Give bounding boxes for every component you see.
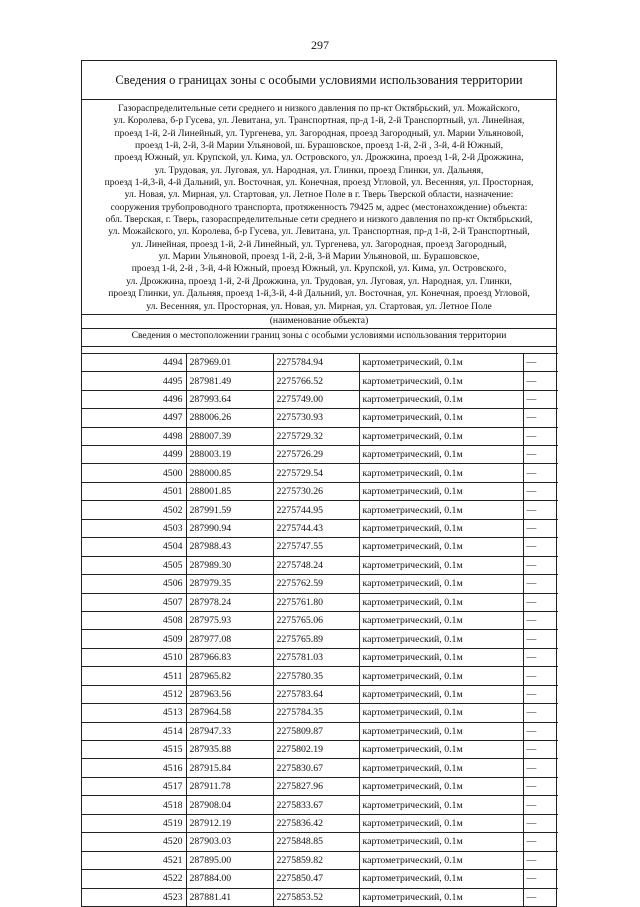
y-coordinate-cell: 2275780.35 — [273, 667, 359, 685]
description-line: ул. Новая, ул. Мирная, ул. Стартовая, ул. Летное Поле в г. Тверь Тверской области, назначение: — [124, 189, 514, 201]
description-line: ул. Линейная, проезд 1-й, 2-й Линейный, ул. Тургенева, ул. Загородная, проезд Загородный, — [131, 238, 507, 250]
method-cell: картометрический, 0.1м — [359, 888, 523, 906]
x-coordinate-cell: 287895.00 — [186, 851, 273, 869]
x-coordinate-cell: 288003.19 — [186, 446, 273, 464]
point-number-cell: 4498 — [82, 427, 186, 445]
x-coordinate-cell: 287911.78 — [186, 777, 273, 795]
x-coordinate-cell: 287884.00 — [186, 870, 273, 888]
precision-note-cell: — — [523, 814, 558, 832]
x-coordinate-cell: 287975.93 — [186, 611, 273, 629]
y-coordinate-cell: 2275783.64 — [273, 685, 359, 703]
precision-note-cell: — — [523, 353, 558, 371]
precision-note-cell: — — [523, 888, 558, 906]
y-coordinate-cell: 2275744.95 — [273, 501, 359, 519]
table-row — [82, 630, 558, 648]
point-number-cell: 4521 — [82, 851, 186, 869]
method-cell: картометрический, 0.1м — [359, 446, 523, 464]
method-cell: картометрический, 0.1м — [359, 519, 523, 537]
point-number-cell: 4501 — [82, 482, 186, 500]
description-line: сооружения трубопроводного транспорта, протяженность 79425 м, адрес (местонахождение) объекта: — [110, 201, 528, 213]
x-coordinate-cell: 288001.85 — [186, 482, 273, 500]
precision-note-cell: — — [523, 777, 558, 795]
precision-note-cell: — — [523, 630, 558, 648]
point-number-cell: 4518 — [82, 796, 186, 814]
table-row — [82, 704, 558, 722]
description-line: проезд Глинки, ул. Дальняя, проезд 1-й,3-й, 4-й Дальний, ул. Восточная, ул. Конечная, проезд Угловой, — [108, 288, 530, 300]
y-coordinate-cell: 2275762.59 — [273, 575, 359, 593]
y-coordinate-cell: 2275853.52 — [273, 888, 359, 906]
table-row — [82, 556, 558, 574]
x-coordinate-cell: 287981.49 — [186, 372, 273, 390]
y-coordinate-cell: 2275726.29 — [273, 446, 359, 464]
table-row — [82, 833, 558, 851]
x-coordinate-cell: 287989.30 — [186, 556, 273, 574]
table-row — [82, 685, 558, 703]
y-coordinate-cell: 2275836.42 — [273, 814, 359, 832]
point-number-cell: 4496 — [82, 390, 186, 408]
table-row — [82, 501, 558, 519]
point-number-cell: 4507 — [82, 593, 186, 611]
point-number-cell: 4522 — [82, 870, 186, 888]
y-coordinate-cell: 2275781.03 — [273, 648, 359, 666]
precision-note-cell: — — [523, 372, 558, 390]
y-coordinate-cell: 2275761.80 — [273, 593, 359, 611]
method-cell: картометрический, 0.1м — [359, 667, 523, 685]
x-coordinate-cell: 287977.08 — [186, 630, 273, 648]
table-row — [82, 482, 558, 500]
y-coordinate-cell: 2275729.32 — [273, 427, 359, 445]
section-title — [82, 61, 556, 100]
point-number-cell: 4499 — [82, 446, 186, 464]
page-number: 297 — [311, 38, 329, 52]
table-spacer-row — [82, 346, 556, 353]
point-number-cell: 4523 — [82, 888, 186, 906]
coordinates-table — [82, 353, 558, 906]
table-row — [82, 446, 558, 464]
point-number-cell: 4508 — [82, 611, 186, 629]
x-coordinate-cell: 287964.58 — [186, 704, 273, 722]
description-line: проезд 1-й, 2-й , 3-й, 4-й Южный, проезд Южный, ул. Крупской, ул. Кима, ул. Островского, — [131, 263, 507, 275]
precision-note-cell: — — [523, 648, 558, 666]
precision-note-cell: — — [523, 685, 558, 703]
point-number-cell: 4494 — [82, 353, 186, 371]
y-coordinate-cell: 2275833.67 — [273, 796, 359, 814]
object-name-caption: (наименование объекта) — [82, 314, 556, 328]
precision-note-cell: — — [523, 482, 558, 500]
precision-note-cell: — — [523, 741, 558, 759]
method-cell: картометрический, 0.1м — [359, 556, 523, 574]
method-cell: картометрический, 0.1м — [359, 593, 523, 611]
point-number-cell: 4512 — [82, 685, 186, 703]
y-coordinate-cell: 2275765.06 — [273, 611, 359, 629]
point-number-cell: 4505 — [82, 556, 186, 574]
document-frame — [81, 60, 557, 907]
point-number-cell: 4515 — [82, 741, 186, 759]
method-cell: картометрический, 0.1м — [359, 759, 523, 777]
y-coordinate-cell: 2275802.19 — [273, 741, 359, 759]
x-coordinate-cell: 287935.88 — [186, 741, 273, 759]
table-row — [82, 777, 558, 795]
precision-note-cell: — — [523, 538, 558, 556]
method-cell: картометрический, 0.1м — [359, 501, 523, 519]
method-cell: картометрический, 0.1м — [359, 722, 523, 740]
method-cell: картометрический, 0.1м — [359, 833, 523, 851]
point-number-cell: 4506 — [82, 575, 186, 593]
precision-note-cell: — — [523, 446, 558, 464]
description-line: проезд 1-й, 2-й Линейный, ул. Тургенева, ул. Загородная, проезд Загородный, ул. Марии Ульяновой, — [114, 127, 524, 139]
table-row — [82, 538, 558, 556]
precision-note-cell: — — [523, 409, 558, 427]
table-row — [82, 759, 558, 777]
point-number-cell: 4495 — [82, 372, 186, 390]
precision-note-cell: — — [523, 501, 558, 519]
precision-note-cell: — — [523, 833, 558, 851]
point-number-cell: 4500 — [82, 464, 186, 482]
point-number-cell: 4519 — [82, 814, 186, 832]
description-line: ул. Весенняя, ул. Просторная, ул. Новая, ул. Мирная, ул. Стартовая, ул. Летное Поле — [146, 300, 492, 312]
x-coordinate-cell: 288006.26 — [186, 409, 273, 427]
method-cell: картометрический, 0.1м — [359, 427, 523, 445]
description-line: проезд 1-й, 2-й, 3-й Марии Ульяновой, ш. Бурашовское, проезд 1-й, 2-й , 3-й, 4-й Южный, — [134, 140, 504, 152]
precision-note-cell: — — [523, 667, 558, 685]
point-number-cell: 4517 — [82, 777, 186, 795]
location-caption: Сведения о местоположении границ зоны с особыми условиями использования территории — [82, 328, 556, 346]
y-coordinate-cell: 2275784.94 — [273, 353, 359, 371]
x-coordinate-cell: 287966.83 — [186, 648, 273, 666]
section-title-text: Сведения о границах зоны с особыми условиями использования территории — [115, 72, 523, 87]
table-row — [82, 427, 558, 445]
y-coordinate-cell: 2275830.67 — [273, 759, 359, 777]
description-line: ул. Марии Ульяновой, проезд 1-й, 2-й, 3-й Марии Ульяновой, ш. Бурашовское, — [158, 251, 480, 263]
x-coordinate-cell: 287912.19 — [186, 814, 273, 832]
y-coordinate-cell: 2275859.82 — [273, 851, 359, 869]
y-coordinate-cell: 2275744.43 — [273, 519, 359, 537]
table-row — [82, 575, 558, 593]
y-coordinate-cell: 2275748.24 — [273, 556, 359, 574]
point-number-cell: 4509 — [82, 630, 186, 648]
table-row — [82, 611, 558, 629]
y-coordinate-cell: 2275809.87 — [273, 722, 359, 740]
description-line: ул. Дрожжина, проезд 1-й, 2-й Дрожжина, ул. Трудовая, ул. Луговая, ул. Народная, ул. Глинки, — [126, 275, 512, 287]
x-coordinate-cell: 288000.85 — [186, 464, 273, 482]
point-number-cell: 4502 — [82, 501, 186, 519]
x-coordinate-cell: 288007.39 — [186, 427, 273, 445]
method-cell: картометрический, 0.1м — [359, 870, 523, 888]
method-cell: картометрический, 0.1м — [359, 685, 523, 703]
x-coordinate-cell: 287978.24 — [186, 593, 273, 611]
table-row — [82, 888, 558, 906]
point-number-cell: 4510 — [82, 648, 186, 666]
x-coordinate-cell: 287969.01 — [186, 353, 273, 371]
x-coordinate-cell: 287991.59 — [186, 501, 273, 519]
x-coordinate-cell: 287881.41 — [186, 888, 273, 906]
object-description — [82, 100, 556, 314]
description-line: обл. Тверская, г. Тверь, газораспределительные сети среднего и низкого давления по пр-кт Октябрьский, — [105, 214, 533, 226]
method-cell: картометрический, 0.1м — [359, 777, 523, 795]
method-cell: картометрический, 0.1м — [359, 390, 523, 408]
y-coordinate-cell: 2275749.00 — [273, 390, 359, 408]
table-row — [82, 519, 558, 537]
precision-note-cell: — — [523, 427, 558, 445]
description-line: ул. Королева, б-р Гусева, ул. Левитана, ул. Транспортная, пр-д 1-й, 2-й Транспортный, ул. Линейная, — [113, 115, 525, 127]
x-coordinate-cell: 287963.56 — [186, 685, 273, 703]
table-row — [82, 390, 558, 408]
x-coordinate-cell: 287979.35 — [186, 575, 273, 593]
point-number-cell: 4497 — [82, 409, 186, 427]
table-row — [82, 796, 558, 814]
precision-note-cell: — — [523, 519, 558, 537]
table-row — [82, 593, 558, 611]
description-line: Газораспределительные сети среднего и низкого давления по пр-кт Октябрьский, ул. Можайского, — [118, 103, 520, 114]
table-row — [82, 851, 558, 869]
description-line: ул. Можайского, ул. Королева, б-р Гусева, ул. Левитана, ул. Транспортная, пр-д 1-й, 2-й Транспортный, — [108, 226, 530, 238]
precision-note-cell: — — [523, 593, 558, 611]
point-number-cell: 4520 — [82, 833, 186, 851]
y-coordinate-cell: 2275765.89 — [273, 630, 359, 648]
precision-note-cell: — — [523, 704, 558, 722]
table-row — [82, 667, 558, 685]
description-line: проезд 1-й,3-й, 4-й Дальний, ул. Восточная, ул. Конечная, проезд Угловой, ул. Весенняя, ул. Просторная, — [104, 177, 534, 189]
method-cell: картометрический, 0.1м — [359, 796, 523, 814]
table-row — [82, 722, 558, 740]
table-row — [82, 870, 558, 888]
table-row — [82, 409, 558, 427]
point-number-cell: 4503 — [82, 519, 186, 537]
method-cell: картометрический, 0.1м — [359, 464, 523, 482]
x-coordinate-cell: 287988.43 — [186, 538, 273, 556]
point-number-cell: 4513 — [82, 704, 186, 722]
method-cell: картометрический, 0.1м — [359, 538, 523, 556]
method-cell: картометрический, 0.1м — [359, 409, 523, 427]
method-cell: картометрический, 0.1м — [359, 372, 523, 390]
method-cell: картометрический, 0.1м — [359, 575, 523, 593]
description-line: ул. Трудовая, ул. Луговая, ул. Народная, ул. Глинки, проезд Глинки, ул. Дальняя, — [154, 164, 484, 176]
x-coordinate-cell: 287903.03 — [186, 833, 273, 851]
y-coordinate-cell: 2275747.55 — [273, 538, 359, 556]
precision-note-cell: — — [523, 851, 558, 869]
x-coordinate-cell: 287908.04 — [186, 796, 273, 814]
precision-note-cell: — — [523, 390, 558, 408]
y-coordinate-cell: 2275766.52 — [273, 372, 359, 390]
method-cell: картометрический, 0.1м — [359, 741, 523, 759]
x-coordinate-cell: 287990.94 — [186, 519, 273, 537]
method-cell: картометрический, 0.1м — [359, 704, 523, 722]
x-coordinate-cell: 287993.64 — [186, 390, 273, 408]
method-cell: картометрический, 0.1м — [359, 353, 523, 371]
y-coordinate-cell: 2275848.85 — [273, 833, 359, 851]
precision-note-cell: — — [523, 575, 558, 593]
y-coordinate-cell: 2275784.35 — [273, 704, 359, 722]
x-coordinate-cell: 287947.33 — [186, 722, 273, 740]
table-row — [82, 648, 558, 666]
y-coordinate-cell: 2275850.47 — [273, 870, 359, 888]
precision-note-cell: — — [523, 556, 558, 574]
y-coordinate-cell: 2275827.96 — [273, 777, 359, 795]
method-cell: картометрический, 0.1м — [359, 611, 523, 629]
precision-note-cell: — — [523, 759, 558, 777]
point-number-cell: 4516 — [82, 759, 186, 777]
table-row — [82, 741, 558, 759]
method-cell: картометрический, 0.1м — [359, 851, 523, 869]
precision-note-cell: — — [523, 870, 558, 888]
precision-note-cell: — — [523, 722, 558, 740]
y-coordinate-cell: 2275729.54 — [273, 464, 359, 482]
method-cell: картометрический, 0.1м — [359, 648, 523, 666]
table-row — [82, 353, 558, 371]
method-cell: картометрический, 0.1м — [359, 630, 523, 648]
precision-note-cell: — — [523, 611, 558, 629]
precision-note-cell: — — [523, 464, 558, 482]
precision-note-cell: — — [523, 796, 558, 814]
table-row — [82, 464, 558, 482]
x-coordinate-cell: 287965.82 — [186, 667, 273, 685]
point-number-cell: 4514 — [82, 722, 186, 740]
table-row — [82, 372, 558, 390]
table-row — [82, 814, 558, 832]
method-cell: картометрический, 0.1м — [359, 482, 523, 500]
method-cell: картометрический, 0.1м — [359, 814, 523, 832]
point-number-cell: 4504 — [82, 538, 186, 556]
x-coordinate-cell: 287915.84 — [186, 759, 273, 777]
y-coordinate-cell: 2275730.26 — [273, 482, 359, 500]
point-number-cell: 4511 — [82, 667, 186, 685]
description-line: проезд Южный, ул. Крупской, ул. Кима, ул. Островского, ул. Дрожжина, проезд 1-й, 2-й Дрожжина, — [114, 152, 524, 164]
y-coordinate-cell: 2275730.93 — [273, 409, 359, 427]
